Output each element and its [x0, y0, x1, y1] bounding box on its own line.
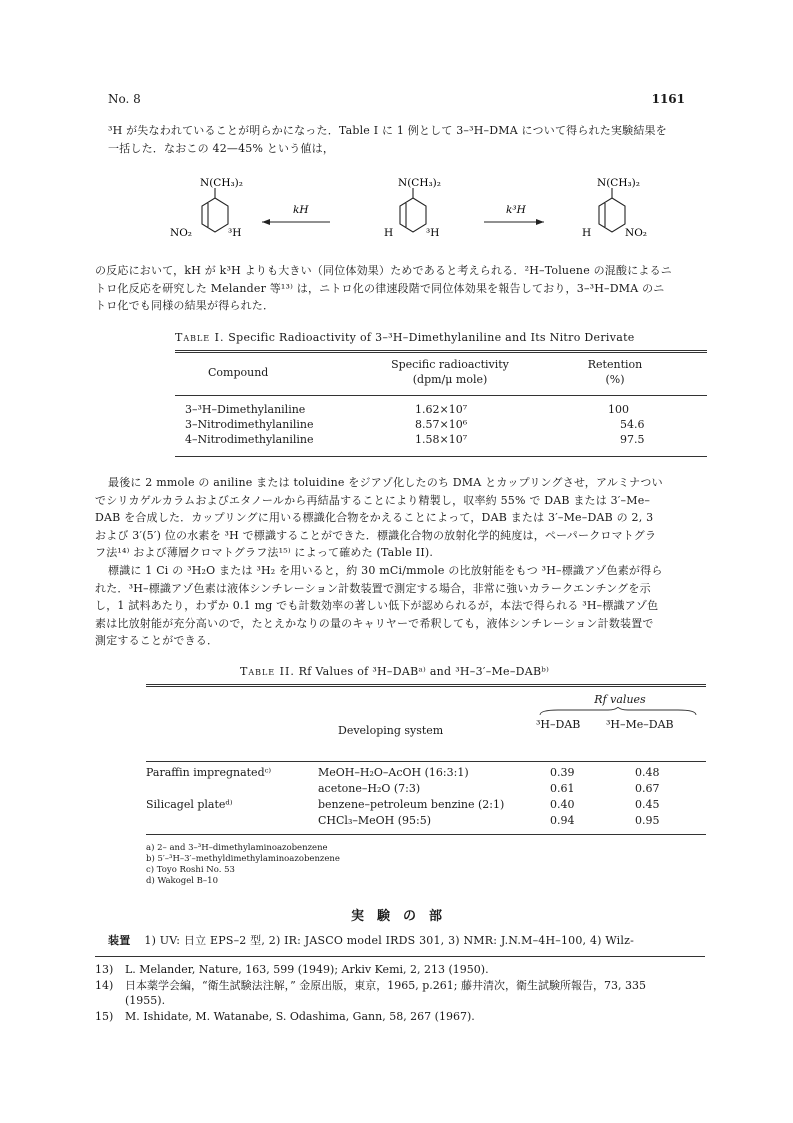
table-2-cell-system: MeOH–H₂O–AcOH (16:3:1) — [318, 766, 469, 779]
benzene-ring-left — [202, 198, 228, 232]
table-2-cell-system: CHCl₃–MeOH (95:5) — [318, 814, 432, 827]
substituent-left-nitro: NO₂ — [170, 227, 193, 239]
reference-text: 日本薬学会編，“衛生試験法注解，” 金原出版，東京，1965, p.261; 藤井清次，衛生試験所報告，73, 335 — [125, 978, 646, 992]
table-1-header-activity: Specific radioactivity — [391, 358, 509, 371]
table-2-cell-dab: 0.39 — [550, 766, 575, 779]
footnote: b) 5′–³H–3′–methyldimethylaminoazobenzene — [146, 854, 340, 864]
table-2-cell-dab: 0.40 — [550, 798, 575, 811]
table-2-header-rf: Rf values — [594, 693, 646, 706]
text-line: および 3′(5′) 位の水素を ³H で標識することができた．標識化合物の放射化学的純度は，ペーパークロマトグラ — [95, 528, 657, 542]
table-1-header-activity-unit: (dpm/μ mole) — [412, 373, 488, 386]
paragraph-4 — [95, 562, 715, 650]
text-line: でシリカゲルカラムおよびエタノールから再結晶することにより精製し，収率約 55% で DAB または 3′–Me– — [95, 493, 651, 507]
table-2-title: Rf Values of ³H–DABᵃ⁾ and ³H–3′–Me–DABᵇ⁾ — [298, 665, 550, 678]
footnote: d) Wakogel B–10 — [146, 876, 218, 886]
substituent-middle-h: H — [384, 227, 394, 239]
substituent-top-middle: N(CH₃)₂ — [398, 177, 441, 189]
page-journal-number: No. 8 — [108, 92, 141, 106]
table-2-footnotes — [146, 843, 546, 887]
table-1-header-retention: Retention — [587, 358, 643, 371]
substituent-right-h: H — [582, 227, 592, 239]
text-line: し，1 試料あたり，わずか 0.1 mg でも計数効率の著しい低下が認められるが，本法で得られる ³H–標識アゾ色 — [95, 599, 659, 612]
table-2-cell-medab: 0.67 — [635, 782, 660, 795]
text-line: 最後に 2 mmole の aniline または toluidine をジアゾ化したのち DMA とカップリングさせ，アルミナつい — [108, 476, 663, 489]
text-line: 標識に 1 Ci の ³H₂O または ³H₂ を用いると，約 30 mCi/mmole の比放射能をもつ ³H–標識アゾ色素が得ら — [108, 564, 663, 577]
table-1-label: Table I. — [175, 331, 225, 344]
rate-constant-tritium: k³H — [506, 204, 526, 216]
reference-number: 13) — [95, 963, 114, 976]
paragraph-1 — [108, 122, 708, 157]
apparatus-label: 装置 — [108, 934, 131, 947]
reference-item — [95, 978, 720, 994]
footnote: c) Toyo Roshi No. 53 — [146, 865, 235, 875]
reference-item — [95, 962, 720, 978]
table-1-cell-compound: 3–Nitrodimethylaniline — [185, 418, 314, 431]
table-2-header-medab: ³H–Me–DAB — [606, 718, 674, 731]
reference-text: M. Ishidate, M. Watanabe, S. Odashima, Gann, 58, 267 (1967). — [125, 1009, 475, 1023]
table-2-cell-support: Silicagel plateᵈ⁾ — [146, 798, 233, 811]
table-2-cell-medab: 0.95 — [635, 814, 660, 827]
table-2-cell-dab: 0.94 — [550, 814, 575, 827]
text-line: れた．³H–標識アゾ色素は液体シンチレーション計数装置で測定する場合，非常に強いカラークエンチングを示 — [95, 581, 651, 595]
table-2-cell-system: acetone–H₂O (7:3) — [318, 782, 421, 795]
page-number: 1161 — [651, 92, 685, 106]
reference-item — [95, 993, 720, 1009]
text-line: フ法¹⁴⁾ および薄層クロマトグラフ法¹⁵⁾ によって確めた (Table II). — [95, 546, 434, 559]
table-2-caption — [240, 665, 640, 678]
table-1-caption — [175, 331, 695, 344]
table-2-label: Table II. — [240, 665, 295, 678]
table-1-header-compound: Compound — [208, 366, 269, 379]
table-1-cell-compound: 3–³H–Dimethylaniline — [185, 403, 306, 416]
table-2-cell-dab: 0.61 — [550, 782, 575, 795]
substituent-right-nitro: NO₂ — [625, 227, 648, 239]
references — [95, 962, 720, 1024]
text-line: ³H が失なわれていることが明らかになった．Table I に 1 例として 3–³H–DMA について得られた実験結果を — [108, 124, 667, 137]
apparatus-line — [108, 932, 718, 950]
reference-number: 15) — [95, 1009, 114, 1023]
table-1-cell-activity: 1.58×10⁷ — [415, 433, 468, 446]
table-1-cell-compound: 4–Nitrodimethylaniline — [185, 433, 314, 446]
table-1-cell-activity: 8.57×10⁶ — [415, 418, 468, 431]
table-2-cell-support: Paraffin impregnatedᶜ⁾ — [146, 766, 272, 779]
substituent-middle-tritium: ³H — [426, 227, 440, 239]
table-2-cell-medab: 0.48 — [635, 766, 660, 779]
table-2-cell-medab: 0.45 — [635, 798, 660, 811]
text-line: 測定することができる． — [95, 634, 219, 647]
substituent-left-tritium: ³H — [228, 227, 242, 239]
reference-item — [95, 1009, 720, 1025]
benzene-ring-middle — [400, 198, 426, 232]
table-2-brace — [538, 707, 698, 717]
text-line: の反応において，kH が k³H よりも大きい（同位体効果）ためであると考えられる．²H–Toluene の混酸によるニ — [95, 264, 673, 277]
substituent-top-right: N(CH₃)₂ — [597, 177, 640, 189]
table-1-title: Specific Radioactivity of 3–³H–Dimethylaniline and Its Nitro Derivate — [228, 331, 635, 344]
reference-text: L. Melander, Nature, 163, 599 (1949); Arkiv Kemi, 2, 213 (1950). — [125, 963, 489, 976]
footnote: a) 2– and 3–³H–dimethylaminoazobenzene — [146, 843, 328, 853]
rate-constant-h: kH — [293, 204, 309, 216]
table-1-header-retention-unit: (%) — [605, 373, 625, 386]
paragraph-2 — [95, 262, 715, 315]
table-1-cell-retention: 97.5 — [620, 433, 645, 446]
table-1-cell-retention: 100 — [608, 403, 629, 416]
reference-text: (1955). — [125, 994, 166, 1007]
reference-number: 14) — [95, 978, 114, 992]
table-2-header-dab: ³H–DAB — [536, 718, 581, 731]
table-1-cell-retention: 54.6 — [620, 418, 645, 431]
text-line: 素は比放射能が充分高いので，たとえかなりの量のキャリヤーで希釈しても，液体シンチレーション計数装置で — [95, 616, 654, 630]
substituent-top-left: N(CH₃)₂ — [200, 177, 243, 189]
text-line: トロ化反応を研究した Melander 等¹³⁾ は，ニトロ化の律速段階で同位体効果を報告しており，3–³H–DMA のニ — [95, 281, 665, 295]
table-1-cell-activity: 1.62×10⁷ — [415, 403, 468, 416]
apparatus-text: 1) UV: 日立 EPS–2 型, 2) IR: JASCO model IRDS 301, 3) NMR: J.N.M–4H–100, 4) Wilz- — [144, 934, 634, 947]
table-2-cell-system: benzene–petroleum benzine (2:1) — [318, 798, 505, 811]
paragraph-3 — [95, 474, 715, 562]
reaction-scheme — [150, 170, 670, 250]
text-line: 一括した．なおこの 42—45% という値は， — [108, 141, 335, 155]
text-line: トロ化でも同様の結果が得られた． — [95, 299, 275, 312]
benzene-ring-right — [599, 198, 625, 232]
section-heading: 実 験 の 部 — [350, 909, 442, 924]
text-line: DAB を合成した．カップリングに用いる標識化合物をかえることによって，DAB または 3′–Me–DAB の 2, 3 — [95, 511, 654, 524]
table-2-header-system: Developing system — [338, 724, 444, 737]
